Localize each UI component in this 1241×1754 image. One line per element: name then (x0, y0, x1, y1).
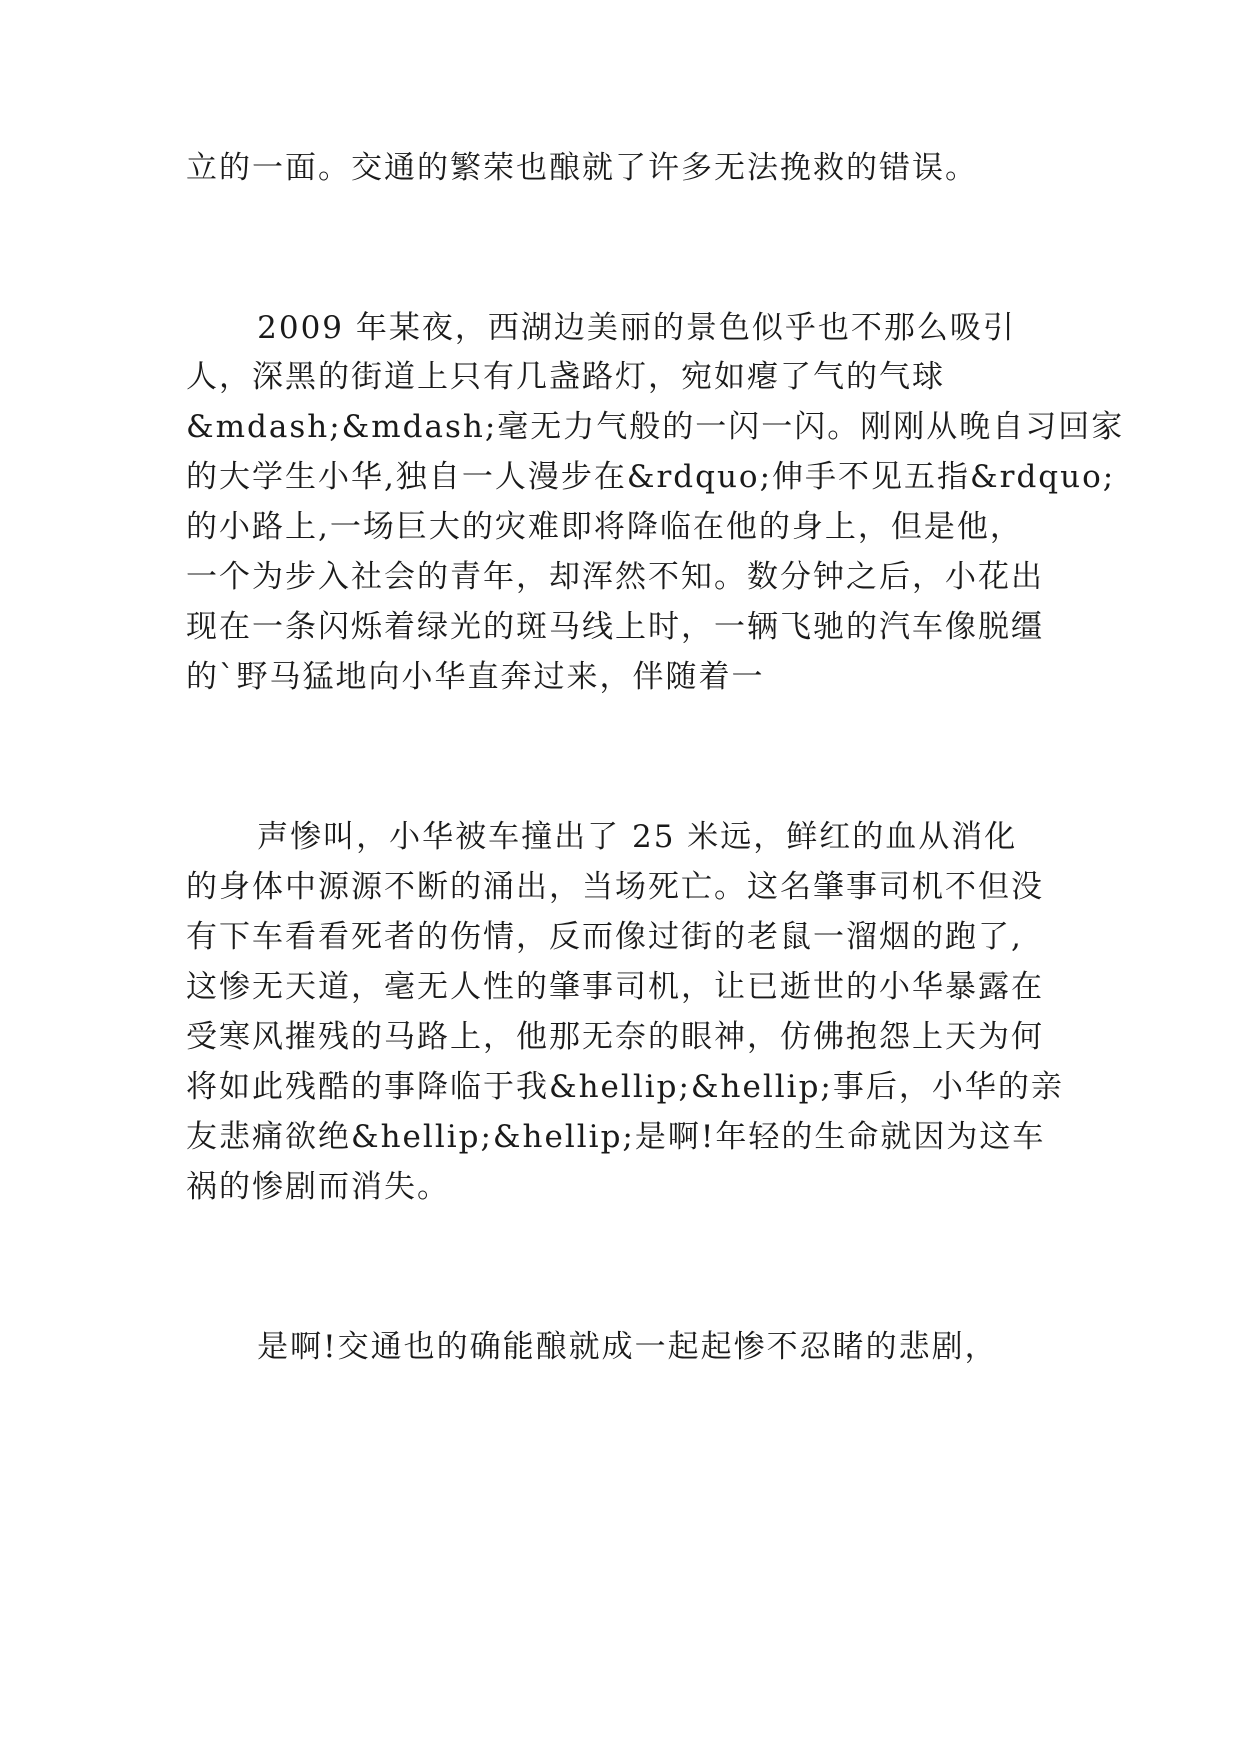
text-line: 立的一面。交通的繁荣也酿就了许多无法挽救的错误。 (186, 150, 978, 186)
text-line: 现在一条闪烁着绿光的斑马线上时，一辆飞驰的汽车像脱缰 (186, 609, 1044, 645)
text-line: 祸的惨剧而消失。 (186, 1169, 450, 1205)
text-line: 友悲痛欲绝&hellip;&hellip;是啊!年轻的生命就因为这车 (186, 1119, 1046, 1155)
text-line: 的`野马猛地向小华直奔过来，伴随着一 (186, 659, 765, 695)
text-line: &mdash;&mdash;毫无力气般的一闪一闪。刚刚从晚自习回家 (186, 409, 1125, 445)
text-line: 的小路上,一场巨大的灾难即将降临在他的身上，但是他， (186, 509, 1023, 545)
text-line: 是啊!交通也的确能酿就成一起起惨不忍睹的悲剧， (186, 1329, 998, 1365)
text-line: 人，深黑的街道上只有几盏路灯，宛如瘪了气的气球 (186, 359, 945, 395)
text-line: 受寒风摧残的马路上，他那无奈的眼神，仿佛抱怨上天为何 (186, 1019, 1044, 1055)
text-line: 的大学生小华,独自一人漫步在&rdquo;伸手不见五指&rdquo; (186, 459, 1116, 495)
text-line: 一个为步入社会的青年，却浑然不知。数分钟之后，小花出 (186, 559, 1044, 595)
text-line: 有下车看看死者的伤情，反而像过街的老鼠一溜烟的跑了, (186, 919, 1023, 955)
text-line: 这惨无天道，毫无人性的肇事司机，让已逝世的小华暴露在 (186, 969, 1044, 1005)
text-line: 2009 年某夜，西湖边美丽的景色似乎也不那么吸引 (186, 310, 1016, 346)
text-line: 的身体中源源不断的涌出，当场死亡。这名肇事司机不但没 (186, 869, 1044, 905)
text-line: 声惨叫，小华被车撞出了 25 米远，鲜红的血从消化 (186, 819, 1018, 855)
text-line: 将如此残酷的事降临于我&hellip;&hellip;事后，小华的亲 (186, 1069, 1064, 1105)
